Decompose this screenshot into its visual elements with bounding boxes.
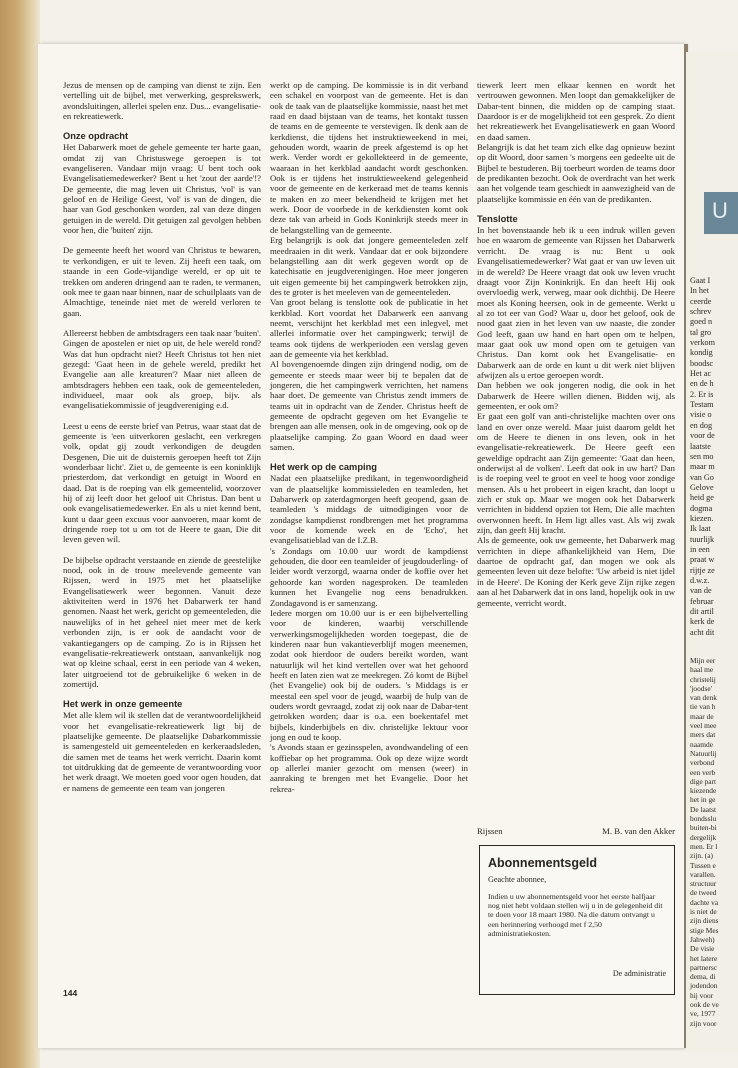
adjacent-page-line: dogma [690,503,713,513]
adjacent-page-line: kondig [690,348,713,358]
author-signature [477,826,675,836]
adjacent-page-line: van denk [690,693,717,703]
adjacent-page-line: het latere [690,953,718,963]
section-heading: Het werk op de camping [270,462,377,473]
adjacent-page-line: sen mo [690,451,714,461]
adjacent-page-header-letter: U [712,198,728,223]
adjacent-page-line: buiten-bi [690,823,717,833]
adjacent-page-line: heid ge [690,493,714,503]
paragraph: In het bovenstaande heb ik u een indruk willen geven hoe en waarom de gemeente van Rijssen het Dabarwerk verricht. De vraag is nu: Bent u ook Evangelisatiemedewerker? Wat gaat er van uw leven uit in de wereld? De Heere vraagt dat ook uw leven vrucht draagt voor Zijn Koninkrijk. En dan heeft Hij ook overvloedig werk, verweg, maar ook dichtbij. De Heere moet als Koning heersen, ook in de gemeente. Werkt u al zo tot eer van God? Waar u, door het geloof, ook de nood gaat zien in het leven van uw naaste, die zonder God leeft, gaan uw hand en hart open om te helpen, maar gaat ook uw mond open om te getuigen van Christus. Dan komt ook het Evangelisatie- en Dabarwerk aan de orde en kunt u dit werk niet blijven afwijzen als u ertoe geroepen wordt. [477,225,675,380]
adjacent-page-line: goed n [690,317,713,327]
adjacent-page-line: Het ac [690,369,712,379]
adjacent-page-line: en dog [690,420,713,430]
paragraph: Iedere morgen om 10.00 uur is er een bijbelvertelling voor de kinderen, waarbij verschillende verwerkingsmogelijkheden worden toegepast, die de kinderen naar hun vakantieverblijf mogen meenemen, zodat ook hierdoor de ouders bereikt worden, want natuurlijk wil het kind vertellen over wat het gehoord heeft en laten zien wat ze meekregen. Zó komt de Bijbel (het Evangelie) ook bij de ouders. 's Middags is er meestal een spel voor de jeugd, waarbij de hulp van de ouders wordt gevraagd, zodat zij ook naar de Dabar-tent getrokken worden; daar is o.a. een boekentafel met bijbels, kinderbijbels en div. christelijke lektuur voor jong en oud te koop. [270,607,468,742]
adjacent-page-line: visie o [690,410,712,420]
adjacent-page-line: maar m [690,462,715,472]
paragraph: Belangrijk is dat het team zich elke dag opnieuw bezint op dit Woord, door samen 's morgens een gedeelte uit de Bijbel te bestuderen. Bij toerbeurt worden de teams door de predikanten bezocht. Ook de overdracht van het werk aan het volgende team geschiedt in aanwezigheid van de plaatselijke kommissie en één van de predikanten. [477,142,675,204]
paragraph: Met alle klem wil ik stellen dat de verantwoordelijkheid voor het evangelisatie-rekreatiewerk ligt bij de plaatselijke gemeente. De plaatselijke Dabarkommissie is samengesteld uit gemeenteleden en kerkeraadsleden, die samen met de teams het werk verricht. Daarin komt tot uitdrukking dat de gemeente de verantwoording voor het werk draagt. We moeten goed voor ogen houden, dat er namens de gemeente een team van jongeren [63,710,261,793]
adjacent-page-line: dit artil [690,607,714,616]
adjacent-page-line: stige Mes [690,925,719,935]
adjacent-page-line: ceerde [690,296,712,306]
adjacent-page-line: jodendon [690,981,718,991]
adjacent-page-line: zijn. (a) [690,851,713,861]
adjacent-page-line: verbond [690,758,715,768]
adjacent-page-line: schrev [690,307,712,317]
adjacent-page-line: Gaat I [690,276,711,285]
adjacent-page-line: zijn voor [690,1018,717,1028]
paragraph: De gemeente heeft het woord van Christus te bewaren, te verkondigen, er uit te leven. Zij heeft een taak, om staande in een Gode-vijandige wereld, er op uit te trekken om anderen dringend aan te raden, te vermanen, ook mee te gaan naar binnen, naar de schuilplaats van de Almachtige, teneinde niet met de wereld verloren te gaan. [63,245,261,318]
adjacent-page-line: veel mee [690,721,717,731]
section-heading: Het werk in onze gemeente [63,699,183,710]
adjacent-page-line: 'joodse' [690,683,712,693]
adjacent-page-line: bondsslu [690,814,717,824]
adjacent-page-line: acht dit [690,627,715,637]
adjacent-page-line: Testam [690,400,714,410]
adjacent-page-line: boodsc [690,358,714,368]
adjacent-page-line: het in ge [690,795,716,805]
paragraph: Van groot belang is tenslotte ook de publicatie in het kerkblad. Kort voordat het Dabarwerk een aanvang neemt, verschijnt het kerkblad met een inlegvel, met allerlei informatie over het campingwerk; terwijl de teams ook tijdens de werkperioden een verslag geven aan de gemeente via het kerkblad. [270,297,468,359]
adjacent-page-line: De laatst [690,804,717,814]
adjacent-page-line: verkom [690,338,716,348]
paragraph: Het Dabarwerk moet de gehele gemeente ter harte gaan, omdat zij van Christuswege geroepen is tot evangeliseren. Vandaar mijn vraag: U bent toch ook Evangelisatiemedewerker? Bent u het 'zout der aarde'!? De gemeente, die mag leven uit Christus, 'vol' is van geloof en de Heilige Geest, 'vol' is van de dingen, die haar van God geschonken worden, zal van deze dingen getuigen in de wereld. Dit getuigen zal gevolgen hebben voor hen, die 'buiten' zijn. [63,142,261,236]
adjacent-page-line: Ik laat [690,524,711,534]
adjacent-page-line: een verb [690,767,716,777]
paragraph: 's Avonds staan er gezinsspelen, avondwandeling of een koffiebar op het programma. Ook op deze wijze wordt op allerlei manier gezocht om mensen (weer) in aanraking te brengen met het Evangelie. Door het rekrea- [270,742,468,794]
notice-body: Indien u uw abonnementsgeld voor het eerste halfjaar nog niet hebt voldaan stellen wij u in de gelegenheid dit te doen voor 18 maart 1980. Na die datum ontvangt u een herinnering verhoogd met f 2,50 administratiekosten. [488,892,663,938]
section-heading: Onze opdracht [63,131,129,142]
adjacent-page-line: De visie [690,944,715,954]
adjacent-page-line: laatste [690,441,711,451]
adjacent-page-line: ve, 1977 [690,1009,716,1019]
paragraph: Als de gemeente, ook uw gemeente, het Dabarwerk mag verrichten in diepe afhankelijkheid van Hem, Die daartoe de opdracht gaf, dan mogen we ook als gemeenten leven uit deze belofte: 'Uw arbeid is niet ijdel in de Heere'. De Koning der Kerk geve Zijn rijke zegen aan al het Dabarwerk dat in ons land, hopelijk ook in uw gemeente, verricht wordt. [477,535,675,608]
notice-signature: De administratie [612,969,666,978]
adjacent-page-line: tal gro [690,327,712,337]
adjacent-page-line: zijn diens [690,916,719,926]
adjacent-page-line: praat w [690,555,715,565]
adjacent-page-line: kiezende [690,786,717,796]
adjacent-page-line: Tussen e [690,860,716,870]
adjacent-page-line: kerk de [690,617,715,627]
paragraph: werkt op de camping. De kommissie is in dit verband een schakel en voorpost van de gemeente. Het is dan ook de taak van de plaatselijke kommissie, naast het met raad en daad bijstaan van de teams, het kontakt tussen de teams en de gemeente te verstevigen. Ik denk aan de kerkdienst, die tijdens het instruktieweekend in mei, gehouden wordt, waarin de preek afgestemd is op het werk. Verder wordt er gekollekteerd in de gemeente, waaraan in het kerkblad aandacht wordt geschonken. Ook is er tijdens het instruktieweekend gelegenheid voor de gemeente en de kerkeraad met de teams kennis te maken en zo meer bekendheid te krijgen met het werk. Door de voorbede in de kerkdiensten komt ook deze tak van arbeid in Gods Koninkrijk steeds meer in de belangstelling van de gemeente. [270,80,468,235]
adjacent-page-line: men. Er l [690,841,718,851]
signature-name: M. B. van den Akker [602,826,675,836]
adjacent-page-header-block [704,192,738,234]
adjacent-page-line: de tweed [690,888,717,898]
signature-place: Rijssen [477,826,503,836]
page-number: 144 [63,988,78,998]
adjacent-page-line: hij voor [690,990,714,1000]
adjacent-page-column-1 [690,276,715,638]
paragraph: Al bovengenoemde dingen zijn dringend nodig, om de gemeente er steeds maar weer bij te bepalen dat de jongeren, die het campingwerk verrichten, het namens haar doet. De gemeente van Christus zendt immers de teams uit in opdracht van de Zender. Christus heeft de gemeente de opdracht gegeven om het Evangelie te brengen aan alle mensen, ook in de omgeving, ook op de plaatselijke camping. Zo gaan Woord en daad weer samen. [270,359,468,453]
adjacent-page-line: Natuurlij [690,748,717,758]
paragraph: Leest u eens de eerste brief van Petrus, waar staat dat de gemeente is 'een uitverkoren geslacht, een verkregen volk, opdat gij zoudt verkondigen de deugden Desgenen, Die uit de duisternis geroepen heeft tot Zijn wonderbaar licht'. Ziet u, de gemeente is een koninklijk priesterdom, dat verkondigt en getuigt in Woord en daad. Dat is de roeping van elk gemeentelid, voorzover hij of zij leeft door het geloof uit Christus. Dan bent u ook evangelisatiemedewerker. En als u niet kennd bent, kunt u daar geen excuus voor aanvoeren, maar komt de dringende roep tot u om tot de Heere te gaan, Die dit leven geven wil. [63,420,261,545]
adjacent-page-line: kiezen. [690,513,714,523]
adjacent-page-line: In het [690,286,709,296]
adjacent-page-line: maar de [690,711,714,721]
adjacent-page-line: ook de ve [690,999,719,1009]
adjacent-page-line: haal me [690,665,714,675]
paragraph: Allereerst hebben de ambtsdragers een taak naar 'buiten'. Gingen de apostelen er niet op uit, de hele wereld rond? Was dat hun opdracht niet? Heeft Christus tot hen niet gezegd: 'Gaat heen in de gehele wereld, predikt het Evangelie aan alle kreaturen'? Maar niet alleen de ambtsdragers hebben een taak, ook de gemeenteleden, individueel, maar ook als groep, bijv. als evangelisatiekommissie of jeugdvereniging e.d. [63,327,261,411]
notice-greeting: Geachte abonnee, [488,875,547,884]
adjacent-page-line: tie van h [690,702,716,712]
adjacent-page-line: februar [690,596,714,606]
adjacent-page-line: is niet de [690,907,717,917]
adjacent-page-line: partnersc [690,962,718,972]
adjacent-page-line: tuurlijk [690,534,715,544]
adjacent-page-line: mers dat [690,730,716,740]
adjacent-page-line: 2. Er is [690,389,714,399]
adjacent-page-line: christelij [690,674,716,684]
adjacent-page-line: voor de [690,431,715,441]
paragraph: tiewerk leert men elkaar kennen en wordt het vertrouwen gewonnen. Men loopt dan gemakkelijker de Dabar-tent binnen, die midden op de camping staat. Daardoor is er de mogelijkheid tot een gesprek. Zo dient het rekreatiewerk het Evangelisatiewerk en gaan Woord en daad samen. [477,80,675,142]
paragraph: Erg belangrijk is ook dat jongere gemeenteleden zelf meedraaien in dit werk. Vandaar dat er ook bijzondere belangstelling aan dit werk gegeven wordt op de katechisatie en jeugdverenigingen. Hoe meer jongeren uit eigen gemeente bij het campingwerk betrokken zijn, des te groter is het meeleven van de gemeenteleden. [270,235,468,297]
article-column-1 [63,80,261,793]
adjacent-page-fragment [686,52,738,1052]
adjacent-page-line: structuur [690,879,717,889]
subscription-notice-box [479,845,675,995]
article-column-2 [270,80,468,794]
paragraph: Nadat een plaatselijke predikant, in tegenwoordigheid van de plaatselijke kommissieleden en teamleden, het Dabarwerk op zaterdagmorgen heeft geopend, gaan de teamleden 's middags de uitnodigingen voor de zondagse kampdienst rondbrengen met het programma voor de komende week en de 'Echo', het evangelisatieblad van de I.Z.B. [270,473,468,546]
paragraph: De bijbelse opdracht verstaande en ziende de geestelijke nood, ook in de trouw meelevende gemeente van Rijssen, werd in 1975 met het plaatselijke Evangelisatiewerk weer begonnen. Vanuit deze aktiviteiten werd in 1976 het Dabarwerk ter hand genomen. Naast het werk, gericht op gemeenteleden, die nauwelijks of in het geheel niet meer met de kerk verbonden zijn, is er ook de aandacht voor de vakantiegangers op de camping. Zo is in Rijssen het evangelisatie-rekreatiewerk ontstaan, aanvankelijk nog wat op kleine schaal, eerst in een periode van 4 weken, later uitgroeiend tot de gebruikelijke 6 weken in de zomertijd. [63,554,261,689]
adjacent-page-line: dergelijk [690,832,717,842]
adjacent-page-line: dige part [690,776,717,786]
adjacent-page-column-2 [690,656,719,1028]
section-heading: Tenslotte [477,214,518,225]
adjacent-page-line: en de h [690,379,714,389]
adjacent-page-line: van de [690,586,712,596]
adjacent-page-line: Gelove [690,482,714,492]
paragraph: Er gaat een golf van anti-christelijke machten over ons land en over onze wereld. Maar juist daarom geldt het om de Heere te dienen in ons leven, ook in het evangelisatie-rekreatiewerk. De Heere geeft een geweldige opdracht aan Zijn gemeente: 'Gaat dan heen, onderwijst al de volken'. Leeft dat ook in uw hart? Dan is de roeping veel te groot en veel te hoog voor zondige mensen. Als u het probeert in eigen kracht, dan loopt u zich er stuk op. Maar we mogen ook het Dabarwerk verrichten in biddend opzien tot Hem, Die alle machten overwonnen heeft. In Hem ligt alles vast. Als wij zwak zijn, dan geeft Hij kracht. [477,411,675,536]
adjacent-page-line: varallen. [690,869,716,879]
book-page-edges [0,0,40,1068]
adjacent-page-line: rijtje ze [690,565,715,575]
paragraph: 's Zondags om 10.00 uur wordt de kampdienst gehouden, die door een teamleider of jeugdouderling- of leider wordt verzorgd, waarna onder de koffie over het gehoorde kan worden nagesproken. De teamleden kunnen het Evangelie nog eens benadrukken. Zondagavond is er samenzang. [270,545,468,608]
adjacent-page-line: Mijn eer [690,656,716,665]
adjacent-page-line: in een [690,544,710,554]
paragraph: Dan hebben we ook jongeren nodig, die ook in het Dabarwerk de Heere willen dienen. Bidden wij, als gemeenten, er ook om? [477,380,675,411]
adjacent-page-line: dema, di [690,972,716,982]
adjacent-page-line: van Go [690,472,714,482]
article-column-3 [477,80,675,608]
adjacent-page-line: Jahweh) [690,934,715,944]
notice-title: Abonnementsgeld [488,856,598,870]
adjacent-page-line: dachte va [690,897,719,907]
adjacent-page-line: naamde [690,739,713,749]
adjacent-page-line: d.w.z. [690,575,710,585]
paragraph: Jezus de mensen op de camping van dienst te zijn. Een vertelling uit de bijbel, met verwerking, gesprekswerk, avondsluitingen, allerlei spelen enz. Dus... evangelisatie- en rekreatiewerk. [63,80,261,122]
